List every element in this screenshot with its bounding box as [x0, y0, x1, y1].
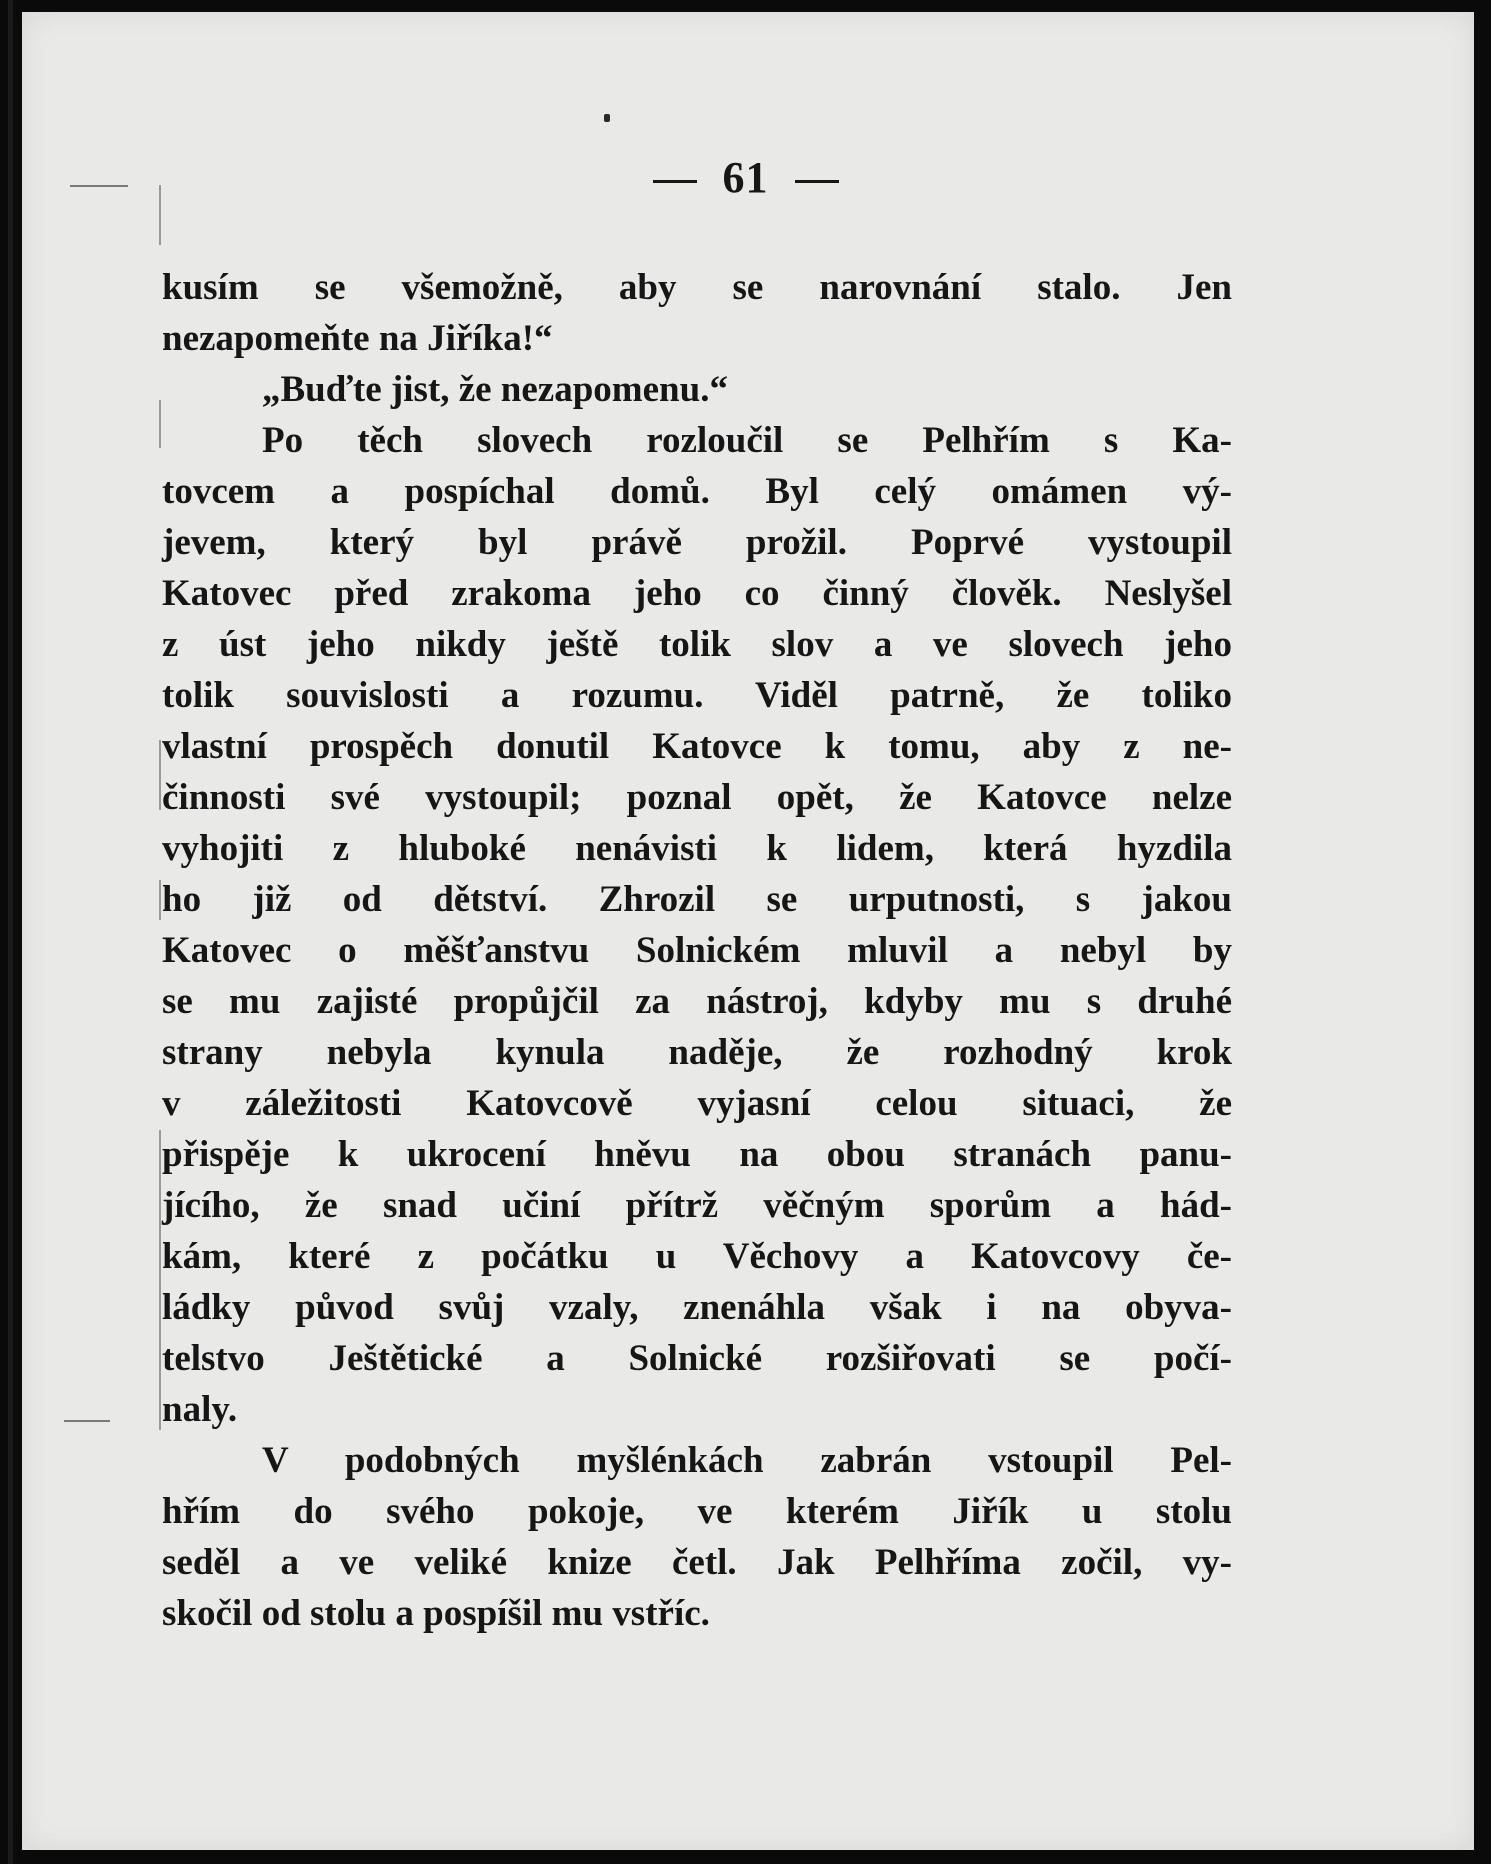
text-line: V podobných myšlénkách zabrán vstoupil Pel- — [262, 1440, 1232, 1481]
text-line: kusím se všemožně, aby se narovnání stalo. Jen — [162, 267, 1232, 308]
text-line: telstvo Ještětické a Solnické rozšiřovati se počí- — [162, 1338, 1232, 1379]
text-line: tovcem a pospíchal domů. Byl celý omámen vý- — [162, 471, 1232, 512]
header-dash-left — [653, 180, 697, 183]
text-line: jícího, že snad učiní přítrž věčným sporům a hád- — [162, 1185, 1232, 1226]
text-line: hřím do svého pokoje, ve kterém Jiřík u stolu — [162, 1491, 1232, 1532]
body-text — [162, 262, 1232, 1639]
text-line: „Buďte jist, že nezapomenu.“ — [262, 369, 728, 410]
text-line: Po těch slovech rozloučil se Pelhřím s Ka- — [262, 420, 1232, 461]
text-line: přispěje k ukrocení hněvu na obou stranách panu- — [162, 1134, 1232, 1175]
text-line: Katovec o měšťanstvu Solnickém mluvil a nebyl by — [162, 930, 1232, 971]
book-binding-edge — [8, 0, 13, 1864]
text-line: ho již od dětství. Zhrozil se urputnosti, s jakou — [162, 879, 1232, 920]
text-line: seděl a ve veliké knize četl. Jak Pelhříma zočil, vy- — [162, 1542, 1232, 1583]
page-header — [0, 152, 1491, 203]
margin-mark — [64, 1420, 110, 1422]
text-line: nezapomeňte na Jiříka!“ — [162, 318, 553, 359]
text-line: tolik souvislosti a rozumu. Viděl patrně, že toliko — [162, 675, 1232, 716]
text-line: činnosti své vystoupil; poznal opět, že Katovce nelze — [162, 777, 1232, 818]
margin-rule — [159, 400, 161, 448]
text-line: v záležitosti Katovcově vyjasní celou situaci, že — [162, 1083, 1232, 1124]
text-line: Katovec před zrakoma jeho co činný člověk. Neslyšel — [162, 573, 1232, 614]
text-line: naly. — [162, 1389, 238, 1430]
text-line: skočil od stolu a pospíšil mu vstříc. — [162, 1593, 710, 1634]
page-number: 61 — [722, 153, 769, 202]
margin-rule — [159, 740, 161, 810]
text-line: jevem, který byl právě prožil. Poprvé vystoupil — [162, 522, 1232, 563]
margin-rule — [159, 1130, 161, 1430]
text-line: ládky původ svůj vzaly, znenáhla však i na obyva- — [162, 1287, 1232, 1328]
text-line: se mu zajisté propůjčil za nástroj, kdyby mu s druhé — [162, 981, 1232, 1022]
margin-rule — [159, 880, 161, 920]
ink-speck — [604, 114, 610, 122]
text-line: vlastní prospěch donutil Katovce k tomu, aby z ne- — [162, 726, 1232, 767]
text-line: z úst jeho nikdy ještě tolik slov a ve slovech jeho — [162, 624, 1232, 665]
header-dash-right — [795, 180, 839, 183]
text-line: strany nebyla kynula naděje, že rozhodný krok — [162, 1032, 1232, 1073]
text-line: kám, které z počátku u Věchovy a Katovcovy če- — [162, 1236, 1232, 1277]
text-line: vyhojiti z hluboké nenávisti k lidem, která hyzdila — [162, 828, 1232, 869]
